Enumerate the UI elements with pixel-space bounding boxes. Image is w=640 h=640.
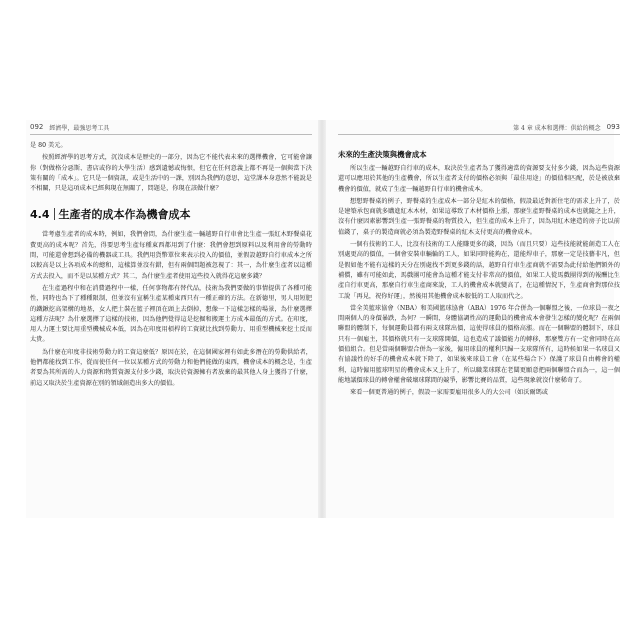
right-paragraph: 一個有技術的工人，比沒有技術的工人能賺更多的錢，因為（而且只要）這些技能就能創造工人在別處更高的價值，一個會安裝車輛輪的工人，如果同時能夠在，還能焊車子，那麼一定是技藝非凡，但是假如他不能有這樣的天分在別處找不到更多錢的話，越野自行車生產商就不需要為此付給他們額外的補償，雖有可能如此，馬戲團可能會為這種才能支付非常高的價值，如果工人從馬戲團得到的報酬比生產自行車更高，那麼自行車生產商來說，工人的機會成本就變高了，在這種情況下，生產商會對那位技工說「再見，祝你好運」，然後用其他機會成本較低的工人取而代之。 (338, 241, 620, 300)
right-page-body (338, 149, 620, 399)
left-paragraph: 在生產過程中和在消費過程中一樣，任何事物都有替代品，技術為我們要做的事情提供了各種可能性，同時也為下了種種限制，但並沒有宣稱生產某種東西只有一種正確的方法。在新德里，男人用短肥的鐵鍬挖高架構的地基，女人把土裝在籃子裡頂在頭上去倒掉，想像一下這樣怎樣的場景，為什麼選擇這種方法呢？為什麼選擇了這樣的技術，因為他們覺得這是挖掘和搬運土方成本最低的方式。在印度，用人力運土要比用重型機械成本低，因為在印度用槓桿的工資就比找到勞動力、用重型機械來挖土反而太貴。 (30, 284, 312, 344)
right-paragraph: 想想野餐桌的例子，野餐桌的生產成本一部分是紅木的價格，假設最近對新住宅的需求上升了，於是建築承包商就多購進紅木木材，如果這導致了木材價格上漲，那麼生產野餐桌的成本也就隨之上升，沒有什麼因素影響到生產一張野餐桌的物質投入，但生產的成本上升了，因為用紅木建造的房子比以前值錢了，桌子的製造商就必須為製造野餐桌的紅木支付更高的機會成本。 (338, 197, 620, 236)
left-page (30, 120, 312, 391)
left-running-head (30, 120, 312, 135)
right-page (338, 120, 620, 401)
section-divider (54, 208, 55, 220)
left-page-number: 092 (30, 123, 44, 131)
section-title: 生產者的成本作為機會成本 (58, 208, 191, 222)
subsection-title: 未來的生產決策與機會成本 (338, 150, 427, 159)
right-paragraph: 來看一個更普通的例子，假設一家需要雇用很多人的大公司（如沃爾瑪或 (350, 389, 548, 397)
left-paragraph: 是 80 美元。 (30, 142, 67, 149)
section-heading (30, 206, 312, 222)
left-paragraph: 按照經濟學的思考方式，沉沒成本是歷史的一部分，因為它不能代表未來的選擇機會，它可能會讓你（對做格分惡斯、書店或你的大學生活）感到遺憾或悔恨，但它在任何意義上都不再是一個與當下決策有關的「成本」。它只是一個資訊，或是生活中的一課，別因為我們的意思，這堂課本身意然不能說是不相關，只是這項成本已經與現在無關了，問題是，你現在該做什麼？ (30, 154, 312, 193)
left-running-head-title: 經濟學，最強思考工具 (49, 124, 110, 132)
book-gutter (318, 120, 326, 518)
right-running-head (338, 120, 620, 135)
right-paragraph: 當全美籃球協會（NBA）和美國籃球協會（ABA）1976 年合併為一個聯盟之後，一位球員一夜之間兩個人的身價暴跌，為何？一瞬間，身體協調性高的運動員的機會成本會發生怎樣的變化呢？在兩個聯盟的體制下，每個運動員都有兩支球隊出價，這使得球員的價格高漲。而在一個聯盟的體制下，球員只有一個雇主，其價格就只有一支球隊開價，這也造成了議價能力的轉移，那麼雙方有一定會同時在高價值組合。但是當兩個聯盟合併為一家後，僱用球員的權利只歸一支球隊所有，這時候如果一名球員又有協議性的好手的機會成本就下降了，如果後來球員工會（在某些場合下）保護了球員自由轉會的權利，這時僱用籃球明星的機會成本又上升了，所以職業球隊在老闆更願意把兩個聯盟合而為一，這一個能地議價球員的轉會權會破壞球隊間的競爭，影響比賽的品質，這些現象就沒什麼稀奇了。 (338, 304, 620, 384)
section-number: 4.4 (30, 207, 50, 221)
right-paragraph: 所以生產一輛越野自行車的成本，取決於生產者為了獲得適當的資源要支付多少錢，因為這些資源還可以應用於其他的生產機會，所以生產者支付的價格必須與「最佳用途」的價值相匹配，於是被放棄機會的價值，就成了生產一輛越野自行車的機會成本。 (338, 165, 620, 193)
left-page-body (30, 141, 312, 389)
left-paragraph: 為什麼在印度非技術勞動力的工資這麼低？原因在於，在這個國家裡有如此多潛在的勞動供給者，他們都能找到工作，從而使任何一位以某種方式的勞動力和他們能做的東西，機會成本的概念是，生產者要為其所需的人力資源和物質資源支付多少錢，取決於資源擁有者放棄的最其他人身上獲得了什麼，前這又取決於生產資源在別的領域創造出多大的價值。 (30, 348, 312, 387)
right-running-head-title: 第 4 章 成本和選擇：供給的概念 (513, 124, 601, 132)
left-paragraph: 當考慮生產者的成本時，例如，我們會問，為什麼生產一輛越野自行車會比生產一張紅木野餐桌花費更高的成本呢？首先，得要思考生產每種東西都用到了什麼：我們會想到原料以及利用會的勞動時間，可能還會想到必備的機器或工具。我們用貨幣單位來表示投入的價值，並假設越野自行車成本之所以較高是以上各項成本的總和，這樣算並沒有錯，但有兩個問題被忽視了：其一，為什麼生產者以這種方式去投入，而不是以某種方式？其二，為什麼生產者使用這些投入就得花這麼多錢？ (30, 231, 312, 280)
right-page-number: 093 (606, 123, 620, 131)
